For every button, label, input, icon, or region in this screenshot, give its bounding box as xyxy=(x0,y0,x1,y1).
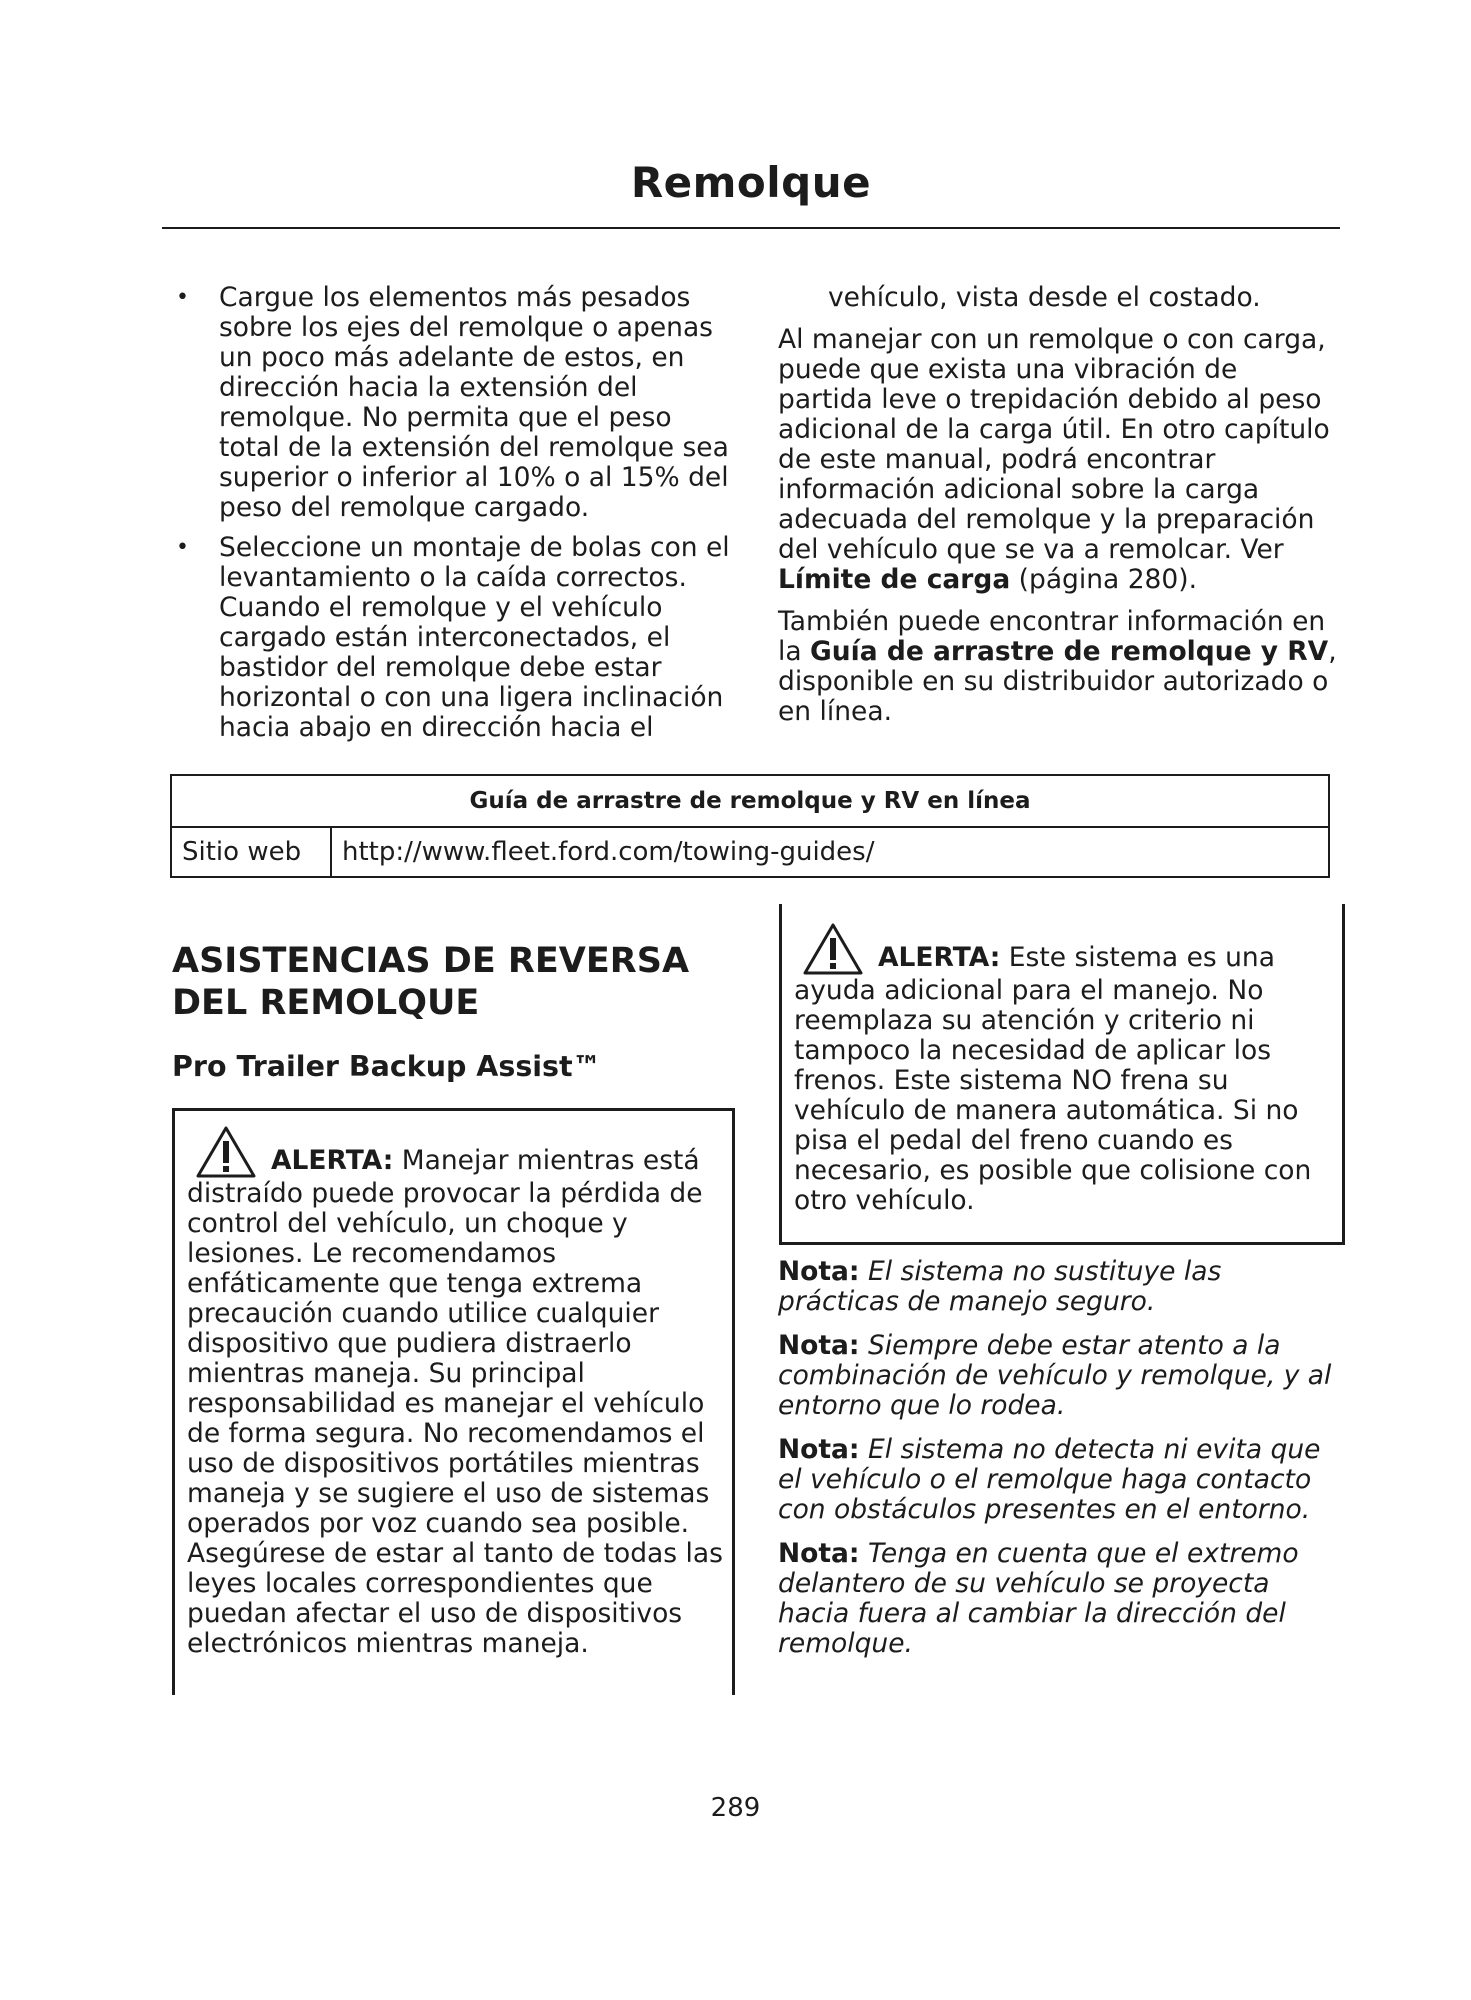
towing-guide-table xyxy=(170,774,1330,878)
note-item: Nota: Siempre debe estar atento a la combinación de vehículo y remolque, y al entorno que lo rodea. xyxy=(778,1330,1332,1421)
sub-heading: Pro Trailer Backup Assist™ xyxy=(172,1050,602,1083)
page-title: Remolque xyxy=(630,158,872,207)
website-url[interactable]: http://www.fleet.ford.com/towing-guides/ xyxy=(331,827,1329,877)
bullet-continuation: vehículo, vista desde el costado. xyxy=(828,282,1261,313)
title-divider xyxy=(162,227,1340,229)
warning-triangle-icon xyxy=(802,922,864,976)
notes-list xyxy=(778,1257,1338,1673)
table-row xyxy=(171,827,1329,877)
alert-label: ALERTA: xyxy=(271,1145,394,1176)
table-header: Guía de arrastre de remolque y RV en línea xyxy=(171,775,1329,827)
note-item: Nota: El sistema no sustituye las prácticas de manejo seguro. xyxy=(778,1256,1222,1317)
table-cell-label: Sitio web xyxy=(171,827,331,877)
right-column-top xyxy=(778,283,1338,739)
alert-label: ALERTA: xyxy=(878,942,1001,973)
bullet-list xyxy=(172,283,734,743)
note-item: Nota: Tenga en cuenta que el extremo delantero de su vehículo se proyecta hacia fuera al cambiar la dirección del remolque. xyxy=(778,1538,1299,1659)
page-number: 289 xyxy=(710,1793,761,1823)
list-item: • Seleccione un montaje de bolas con el levantamiento o la caída correctos. Cuando el remolque y el vehículo cargado están interconectados, el bastidor del remolque debe estar horizontal o con una ligera inclinación hacia abajo en dirección hacia el xyxy=(176,532,730,743)
section-heading: ASISTENCIAS DE REVERSA DEL REMOLQUE xyxy=(172,941,690,1023)
alert-box-system: ALERTA: Este sistema es una ayuda adicional para el manejo. No reemplaza su atención y criterio ni tampoco la necesidad de aplicar los frenos. Este sistema NO frena su vehículo de manera automática. Si no pisa el pedal del freno cuando es necesario, es posible que colisione con otro vehículo. xyxy=(779,904,1345,1245)
note-item: Nota: El sistema no detecta ni evita que el vehículo o el remolque haga contacto con obstáculos presentes en el entorno. xyxy=(778,1434,1321,1525)
alert-box-distraction: ALERTA: Manejar mientras está distraído puede provocar la pérdida de control del vehículo, un choque y lesiones. Le recomendamos enfáticamente que tenga extrema precaución cuando utilice cualquier dispositivo que pudiera distraerlo mientras maneja. Su principal responsabilidad es manejar el vehículo de forma segura. No recomendamos el uso de dispositivos portátiles mientras maneja y se sugiere el uso de sistemas operados por voz cuando sea posible. Asegúrese de estar al tanto de todas las leyes locales correspondientes que puedan afectar el uso de dispositivos electrónicos mientras maneja. xyxy=(172,1108,735,1695)
bullet-icon: • xyxy=(176,285,189,310)
towing-guide-title: Guía de arrastre de remolque y RV xyxy=(810,636,1329,667)
vibration-paragraph: Al manejar con un remolque o con carga, puede que exista una vibración de partida leve o trepidación debido al peso adicional de la carga útil. En otro capítulo de este manual, podrá encontrar información adicional sobre la carga adecuada del remolque y la preparación del vehículo que se va a remolcar. Ver Límite de carga (página 280). xyxy=(778,324,1330,595)
bullet-icon: • xyxy=(176,535,189,560)
towing-guide-paragraph: También puede encontrar información en la Guía de arrastre de remolque y RV, disponible en su distribuidor autorizado o en línea. xyxy=(778,606,1337,727)
left-column-top xyxy=(172,283,734,753)
warning-triangle-icon xyxy=(195,1125,257,1179)
list-item: • Cargue los elementos más pesados sobre los ejes del remolque o apenas un poco más adelante de estos, en dirección hacia la extensión del remolque. No permita que el peso total de la extensión del remolque sea superior o inferior al 10% o al 15% del peso del remolque cargado. xyxy=(176,282,729,523)
load-limit-reference: Límite de carga xyxy=(778,564,1011,595)
